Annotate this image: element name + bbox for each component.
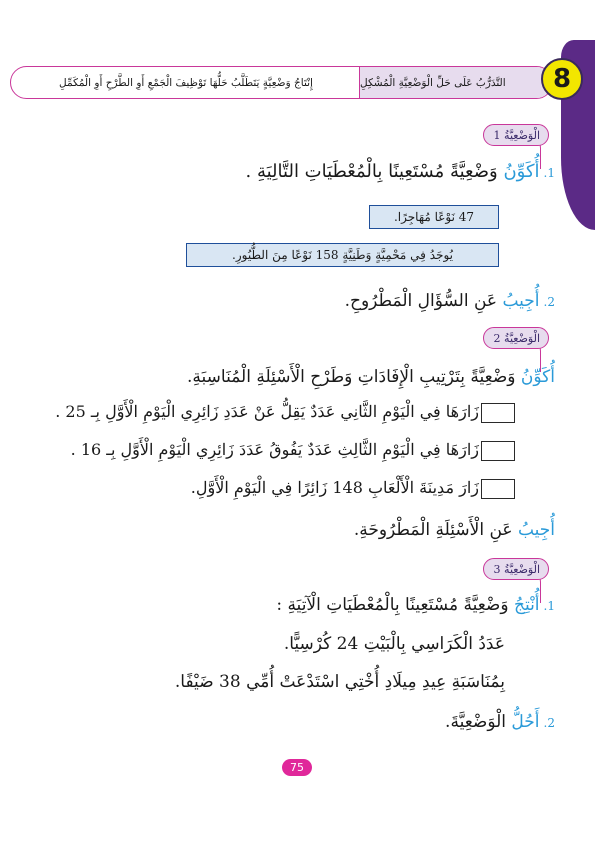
statement-item-1: زَارَهَا فِي الْيَوْمِ الثَّانِي عَدَدٌ يَقِلُّ عَنْ عَدَدِ زَائِرِي الْيَوْمِ الْأَوَّلِ بِـ 25 . <box>55 402 479 421</box>
situation-2-instruction <box>187 365 555 389</box>
statement-item-2: زَارَهَا فِي الْيَوْمِ الثَّالِثِ عَدَدٌ يَفُوقُ عَدَدَ زَائِرِي الْيَوْمِ الْأَوَّلِ بِـ 16 . <box>70 440 479 459</box>
situation-1-question <box>345 289 555 314</box>
situation-1-tag: الْوَضْعِيَّةُ 1 <box>483 124 549 146</box>
situation-3-tag: الْوَضْعِيَّةُ 3 <box>483 558 549 580</box>
instruction-text: وَضْعِيَّةً بِتَرْتِيبِ الْإِفَادَاتِ وَطَرْحِ الْأَسْئِلَةِ الْمُنَاسِبَةِ. <box>187 367 521 387</box>
lesson-category: التَّدَرُّبُ عَلَى حَلِّ الْوَضْعِيَّةِ الْمُشْكِلِ <box>359 67 552 98</box>
situation-3-question <box>445 710 555 735</box>
instruction-text: عَنِ السُّؤَالِ الْمَطْرُوحِ. <box>344 291 503 311</box>
situation-1-instruction <box>246 160 555 185</box>
page-number: 75 <box>282 759 312 776</box>
lesson-number-badge: 8 <box>541 58 583 100</box>
order-answer-box-1[interactable] <box>481 403 515 423</box>
situation-3-fact-2: بِمُنَاسَبَةِ عِيدِ مِيلَادِ أُخْتِي اسْتَدْعَتْ أُمِّي 38 ضَيْفًا. <box>174 672 505 692</box>
situation-2-tag: الْوَضْعِيَّةُ 2 <box>483 327 549 349</box>
instruction-text: الْوَضْعِيَّةَ. <box>445 712 512 732</box>
situation-2-answer-instruction <box>354 518 555 542</box>
question-number: 2. <box>543 295 555 309</box>
order-answer-box-3[interactable] <box>481 479 515 499</box>
lesson-header <box>10 66 553 99</box>
instruction-verb: أَحُلُّ <box>511 712 540 732</box>
situation-3-instruction <box>276 593 555 618</box>
data-box-migratory: 47 نَوْعًا مُهَاجِرًا. <box>369 205 499 229</box>
instruction-text: وَضْعِيَّةً مُسْتَعِينًا بِالْمُعْطَيَاتِ التَّالِيَةِ . <box>245 161 504 182</box>
situation-3-fact-1: عَدَدُ الْكَرَاسِي بِالْبَيْتِ 24 كُرْسِيًّا. <box>283 634 505 654</box>
question-number: 2. <box>543 716 555 730</box>
statement-item-3: زَارَ مَدِينَةَ الْأَلْعَابِ 148 زَائِرًا فِي الْيَوْمِ الْأَوَّلِ. <box>190 478 479 497</box>
data-box-reserve: يُوجَدُ فِي مَحْمِيَّةٍ وَطَنِيَّةٍ 158 نَوْعًا مِنَ الطُّيُورِ. <box>186 243 499 267</box>
instruction-verb: أُكَوِّنُ <box>503 161 540 182</box>
question-number: 1. <box>543 166 555 180</box>
instruction-verb: أُجِيبُ <box>502 291 540 311</box>
instruction-verb: أُكَوِّنُ <box>520 367 555 387</box>
instruction-verb: أُجِيبُ <box>517 520 555 540</box>
question-number: 1. <box>543 599 555 613</box>
order-answer-box-2[interactable] <box>481 441 515 461</box>
instruction-text: وَضْعِيَّةً مُسْتَعِينًا بِالْمُعْطَيَاتِ الْآتِيَةِ : <box>276 595 514 615</box>
instruction-verb: أُنْتِجُ <box>513 595 540 615</box>
lesson-title: إِنْتَاجُ وَضْعِيَّةٍ يَتَطَلَّبُ حَلُّهَا تَوْظِيفَ الْجَمْعِ أَوِ الطَّرْحِ أَوِ الْمُكَمِّلِ <box>59 76 313 89</box>
instruction-text: عَنِ الْأَسْئِلَةِ الْمَطْرُوحَةِ. <box>353 520 518 540</box>
